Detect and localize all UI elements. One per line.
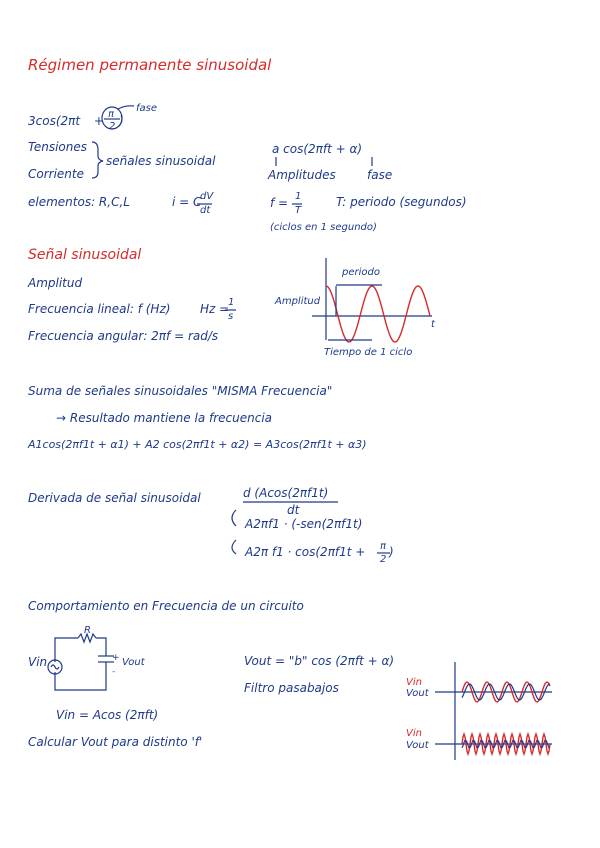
- corriente-label: Corriente: [28, 167, 84, 181]
- general-form: a cos(2πft + α): [272, 142, 363, 156]
- pi-over-2-num: π: [108, 109, 115, 120]
- expr-plus: +: [93, 114, 104, 128]
- resistor-label: R: [84, 625, 91, 636]
- frecuencia-angular: Frecuencia angular: 2πf = rad/s: [28, 329, 219, 343]
- fase-arrow: [118, 106, 134, 109]
- suma-title: Suma de señales sinusoidales "MISMA Frecuencia": [28, 384, 333, 398]
- f-T: T: [295, 205, 302, 216]
- fase-label: fase: [367, 168, 393, 182]
- calcular-label: Calcular Vout para distinto 'f': [28, 735, 203, 749]
- tensiones-label: Tensiones: [28, 140, 88, 154]
- dt-den: dt: [200, 205, 211, 216]
- graph-tiempo-label: Tiempo de 1 ciclo: [324, 347, 413, 358]
- vout-label: Vout: [122, 657, 145, 668]
- expr-main: 3cos(2πt: [28, 114, 81, 128]
- derivada-label: Derivada de señal sinusoidal: [28, 491, 201, 505]
- brace: [92, 142, 103, 178]
- derivada-step2-den: 2: [380, 554, 387, 565]
- suma-equation: A1cos(2πf1t + α1) + A2 cos(2πf1t + α2) = A3cos(2πf1t + α3): [28, 438, 367, 451]
- fase-arrow-label: fase: [136, 103, 158, 114]
- expr-close: ): [119, 114, 124, 128]
- graph-sine-wave: [326, 286, 430, 342]
- signal-heading: Señal sinusoidal: [28, 247, 142, 263]
- wire-right-top: [96, 638, 106, 656]
- derivada-step2: A2π f1 · cos(2πf1t +: [245, 545, 366, 559]
- derivada-hook-2: [232, 540, 236, 554]
- amplitud-label: Amplitud: [28, 276, 83, 290]
- derivada-num: d (Acos(2πf1t): [243, 486, 329, 500]
- frecuencia-lineal: Frecuencia lineal: f (Hz): [28, 302, 171, 316]
- resistor: [78, 634, 96, 642]
- graph-t-label: t: [431, 319, 435, 330]
- derivada-step2-num: π: [380, 541, 387, 552]
- hz-one: 1: [228, 297, 235, 308]
- senales-label: señales sinusoidal: [106, 154, 216, 168]
- page-title: Régimen permanente sinusoidal: [28, 56, 272, 74]
- f-one: 1: [295, 191, 302, 202]
- i-equation: i = C: [172, 195, 202, 209]
- hz-s: s: [228, 311, 234, 322]
- plot2-vin-label: Vin: [406, 728, 422, 739]
- pi-circle: [102, 107, 122, 129]
- vin-label: Vin: [28, 655, 48, 669]
- hz-equation: Hz =: [200, 302, 230, 316]
- pi-over-2-den: 2: [109, 121, 116, 132]
- vout-equation: Vout = "b" cos (2πft + α): [244, 654, 395, 668]
- derivada-hook-1: [232, 510, 236, 526]
- ciclos-note: (ciclos en 1 segundo): [270, 222, 377, 233]
- plus-sign: +: [112, 653, 120, 663]
- dv-num: dV: [200, 191, 214, 202]
- amplitudes-label: Amplitudes: [268, 168, 336, 182]
- graph-periodo-label: periodo: [342, 267, 380, 278]
- f-equation: f =: [270, 196, 289, 210]
- derivada-step1: A2πf1 · (-sen(2πf1t): [245, 517, 363, 531]
- derivada-step2-close: ): [389, 545, 394, 559]
- circuito-title: Comportamiento en Frecuencia de un circuito: [28, 599, 304, 613]
- source-tilde: [51, 665, 59, 669]
- derivada-den: dt: [287, 503, 300, 517]
- suma-resultado: → Resultado mantiene la frecuencia: [56, 411, 273, 425]
- plot2-vout-label: Vout: [406, 740, 429, 751]
- plot1-vin-label: Vin: [406, 677, 422, 688]
- filtro-label: Filtro pasabajos: [244, 681, 339, 695]
- graph-amplitud-label: Amplitud: [275, 296, 321, 307]
- elementos-label: elementos: R,C,L: [28, 195, 130, 209]
- vin-equation: Vin = Acos (2πft): [56, 708, 159, 722]
- wire-left-top: [55, 638, 78, 662]
- wire-bottom: [55, 662, 106, 690]
- plot1-vout-label: Vout: [406, 688, 429, 699]
- minus-sign: -: [112, 667, 116, 677]
- periodo-definition: T: periodo (segundos): [336, 195, 467, 209]
